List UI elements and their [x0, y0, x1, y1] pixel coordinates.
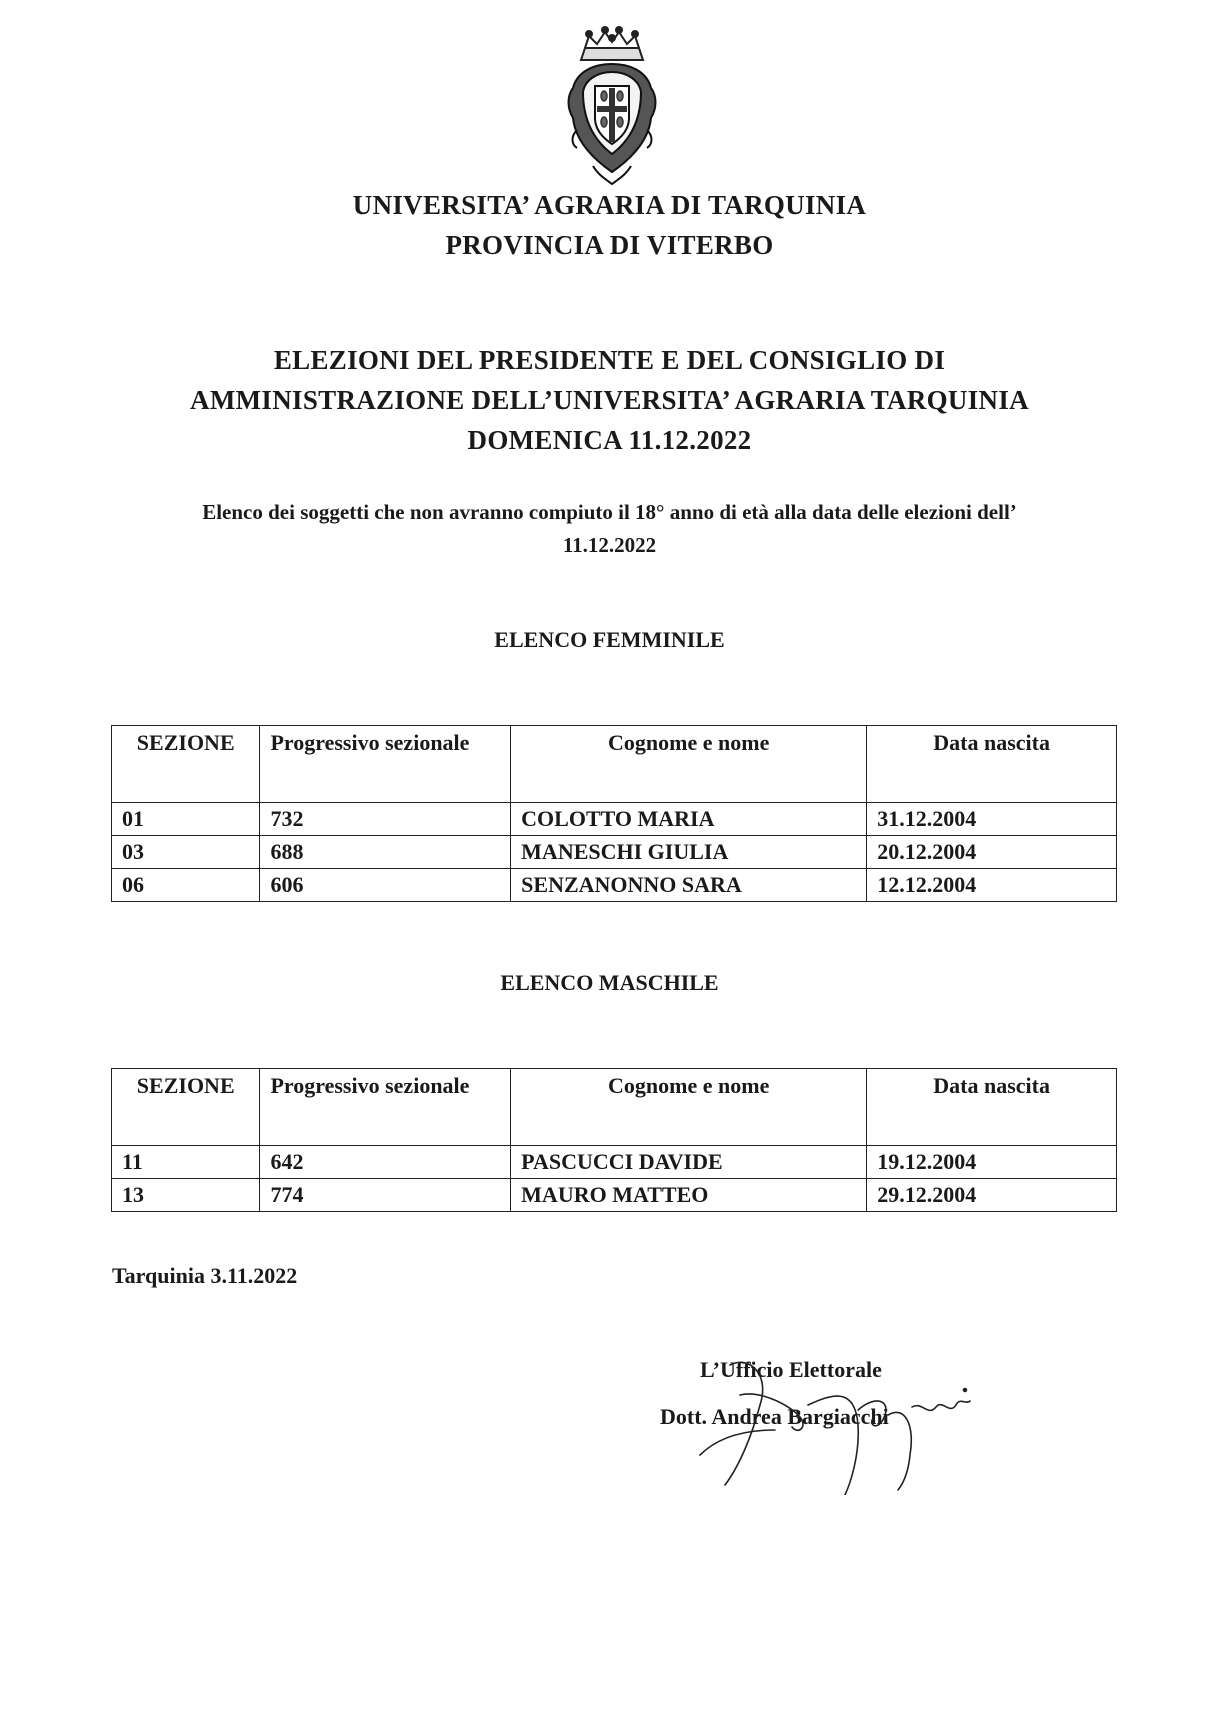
- table-header-row: [112, 1069, 1117, 1146]
- place-and-date: Tarquinia 3.11.2022: [112, 1263, 298, 1288]
- description-line-1: Elenco dei soggetti che non avranno compiuto il 18° anno di età alla data delle elezioni dell’: [202, 500, 1017, 524]
- cell-progressivo: 774: [260, 1179, 511, 1212]
- column-header-nome: Cognome e nome: [511, 726, 867, 803]
- column-header-data: Data nascita: [867, 1069, 1117, 1146]
- description-line-2: 11.12.2022: [562, 533, 657, 557]
- table-header-row: [112, 726, 1117, 803]
- province-name: PROVINCIA DI VITERBO: [445, 230, 774, 260]
- signatory-office: L’Ufficio Elettorale: [700, 1357, 882, 1382]
- table-row: [112, 869, 1117, 902]
- document-title-line-1: ELEZIONI DEL PRESIDENTE E DEL CONSIGLIO DI: [273, 345, 946, 375]
- cell-nome: PASCUCCI DAVIDE: [511, 1146, 867, 1179]
- cell-progressivo: 688: [260, 836, 511, 869]
- column-header-data: Data nascita: [867, 726, 1117, 803]
- table-row: [112, 803, 1117, 836]
- organization-name: UNIVERSITA’ AGRARIA DI TARQUINIA: [352, 190, 867, 220]
- column-header-nome: Cognome e nome: [511, 1069, 867, 1146]
- signatory-name: Dott. Andrea Bargiacchi: [660, 1404, 889, 1429]
- table-row: [112, 1179, 1117, 1212]
- cell-nome: COLOTTO MARIA: [511, 803, 867, 836]
- cell-data: 31.12.2004: [867, 803, 1117, 836]
- cell-progressivo: 732: [260, 803, 511, 836]
- column-header-progressivo: Progressivo sezionale: [260, 1069, 511, 1146]
- cell-data: 20.12.2004: [867, 836, 1117, 869]
- cell-sezione: 11: [112, 1146, 260, 1179]
- cell-nome: MANESCHI GIULIA: [511, 836, 867, 869]
- document-title-line-2: AMMINISTRAZIONE DELL’UNIVERSITA’ AGRARIA TARQUINIA: [190, 385, 1029, 415]
- cell-data: 12.12.2004: [867, 869, 1117, 902]
- cell-sezione: 01: [112, 803, 260, 836]
- female-list-title: ELENCO FEMMINILE: [494, 627, 725, 652]
- handwritten-signature: [680, 1335, 980, 1495]
- cell-nome: MAURO MATTEO: [511, 1179, 867, 1212]
- cell-progressivo: 642: [260, 1146, 511, 1179]
- table-row: [112, 836, 1117, 869]
- male-list-table: [111, 1068, 1117, 1212]
- cell-sezione: 13: [112, 1179, 260, 1212]
- column-header-sezione: SEZIONE: [112, 726, 260, 803]
- cell-sezione: 03: [112, 836, 260, 869]
- cell-sezione: 06: [112, 869, 260, 902]
- column-header-progressivo: Progressivo sezionale: [260, 726, 511, 803]
- column-header-sezione: SEZIONE: [112, 1069, 260, 1146]
- cell-data: 19.12.2004: [867, 1146, 1117, 1179]
- document-title-date: DOMENICA 11.12.2022: [467, 425, 752, 455]
- female-list-table: [111, 725, 1117, 902]
- cell-data: 29.12.2004: [867, 1179, 1117, 1212]
- cell-nome: SENZANONNO SARA: [511, 869, 867, 902]
- cell-progressivo: 606: [260, 869, 511, 902]
- coat-of-arms-icon: [563, 26, 661, 186]
- male-list-title: ELENCO MASCHILE: [500, 970, 719, 995]
- table-row: [112, 1146, 1117, 1179]
